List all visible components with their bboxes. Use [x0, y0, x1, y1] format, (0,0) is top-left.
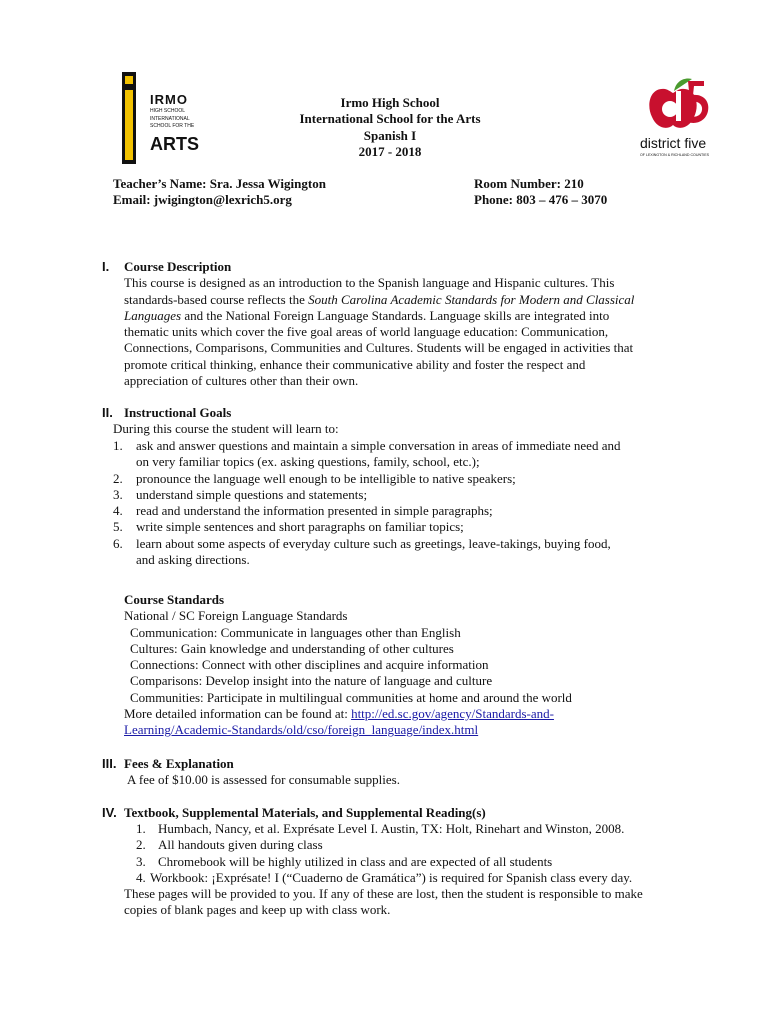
- list-item: 2. pronounce the language well enough to be intelligible to native speakers;: [113, 470, 516, 486]
- section-number: III.: [102, 756, 117, 771]
- section-title: Textbook, Supplemental Materials, and Supplemental Reading(s): [124, 805, 486, 820]
- teacher-name: Teacher’s Name: Sra. Jessa Wigington: [113, 176, 326, 191]
- standards-title: Course Standards: [124, 592, 225, 607]
- paragraph-line: standards-based course reflects the South Carolina Academic Standards for Modern and Classical: [124, 291, 635, 307]
- standards-link[interactable]: http://ed.sc.gov/agency/Standards-and-: [351, 706, 554, 722]
- program-name: International School for the Arts: [299, 111, 481, 127]
- standard-item: Communication: Communicate in languages other than English: [130, 624, 461, 640]
- course-name: Spanish I: [363, 127, 417, 143]
- paragraph-line: These pages will be provided to you. If any of these are lost, then the student is responsible to make: [124, 886, 643, 901]
- list-item: 3. Chromebook will be highly utilized in class and are expected of all students: [136, 853, 553, 869]
- materials-note: [124, 886, 724, 919]
- paragraph-line: Languages and the National Foreign Language Standards. Language skills are integrated into: [124, 307, 610, 323]
- fee-text: A fee of $10.00 is assessed for consumable supplies.: [127, 772, 400, 787]
- list-item-cont: on very familiar topics (ex. asking questions, family, school, etc.);: [136, 454, 480, 470]
- section-number: I.: [102, 259, 110, 274]
- section-title: Course Description: [124, 259, 232, 274]
- irmo-logo-line: SCHOOL FOR THE: [150, 123, 195, 129]
- room-number: Room Number: 210: [474, 176, 584, 191]
- list-item: 3. understand simple questions and statements;: [113, 486, 368, 502]
- section-number: II.: [102, 405, 113, 420]
- district-logo-title: district five: [640, 135, 707, 151]
- section-number: IV.: [102, 805, 117, 820]
- section-title: Fees & Explanation: [124, 756, 234, 771]
- irmo-logo-line: INTERNATIONAL: [150, 116, 190, 122]
- paragraph-line: Connections, Comparisons, Communities and Cultures. Students will be engaged in activities that: [124, 340, 634, 356]
- list-item: 1. ask and answer questions and maintain a simple conversation in areas of immediate need and: [113, 438, 621, 453]
- more-info: More detailed information can be found at: http://ed.sc.gov/agency/Standards-and-: [124, 706, 554, 722]
- irmo-logo: [120, 72, 199, 164]
- materials-list: [136, 821, 716, 886]
- list-item-cont: and asking directions.: [136, 552, 250, 568]
- district-five-logo: [640, 75, 722, 161]
- list-item: 5. write simple sentences and short paragraphs on familiar topics;: [113, 519, 464, 535]
- goals-list: [113, 438, 713, 568]
- standards-subtitle: National / SC Foreign Language Standards: [124, 608, 348, 624]
- list-item: 4. Workbook: ¡Exprésate! I (“Cuaderno de Gramática”) is required for Spanish class every day.: [136, 869, 633, 885]
- standard-item: Communities: Participate in multilingual communities at home and around the world: [130, 689, 572, 705]
- goals-intro: During this course the student will learn to:: [113, 421, 339, 436]
- more-info-cont: [124, 722, 724, 738]
- irmo-logo-title: IRMO: [150, 92, 188, 107]
- irmo-logo-line: HIGH SCHOOL: [150, 108, 186, 114]
- room-info: [474, 176, 607, 209]
- school-year: 2017 - 2018: [358, 143, 422, 159]
- list-item: 2. All handouts given during class: [136, 837, 323, 853]
- standard-item: Connections: Connect with other disciplines and acquire information: [130, 657, 489, 673]
- standard-item: Comparisons: Develop insight into the nature of language and culture: [130, 673, 493, 689]
- standards-link-cont[interactable]: Learning/Academic-Standards/old/cso/foreign_language/index.html: [124, 722, 479, 738]
- teacher-email: Email: jwigington@lexrich5.org: [113, 192, 292, 208]
- course-standards: [124, 592, 724, 739]
- school-name: Irmo High School: [340, 95, 440, 110]
- list-item: 1. Humbach, Nancy, et al. Exprésate Level I. Austin, TX: Holt, Rinehart and Winston, 2008.: [136, 821, 625, 836]
- phone-number: Phone: 803 – 476 – 3070: [474, 192, 608, 208]
- paragraph-line: thematic units which cover the five goal areas of world language education: Communication,: [124, 324, 609, 340]
- list-item: 4. read and understand the information presented in simple paragraphs;: [113, 503, 493, 519]
- district-logo-sub: OF LEXINGTON & RICHLAND COUNTIES: [640, 153, 710, 157]
- teacher-info: [113, 176, 326, 209]
- section-course-description: [124, 259, 704, 389]
- paragraph-line: copies of blank pages and keep up with class work.: [124, 902, 391, 918]
- irmo-logo-arts: ARTS: [150, 134, 199, 154]
- paragraph-line: promote critical thinking, enhance their communicative ability and foster the respect and: [124, 356, 586, 372]
- paragraph-line: appreciation of cultures other than their own.: [124, 373, 359, 389]
- section-title: Instructional Goals: [124, 405, 232, 420]
- list-item: 6. learn about some aspects of everyday culture such as greetings, leave-takings, buying food,: [113, 535, 611, 551]
- standard-item: Cultures: Gain knowledge and understanding of other cultures: [130, 640, 454, 656]
- header-block: [230, 95, 550, 160]
- paragraph-line: This course is designed as an introduction to the Spanish language and Hispanic cultures. This: [124, 275, 615, 291]
